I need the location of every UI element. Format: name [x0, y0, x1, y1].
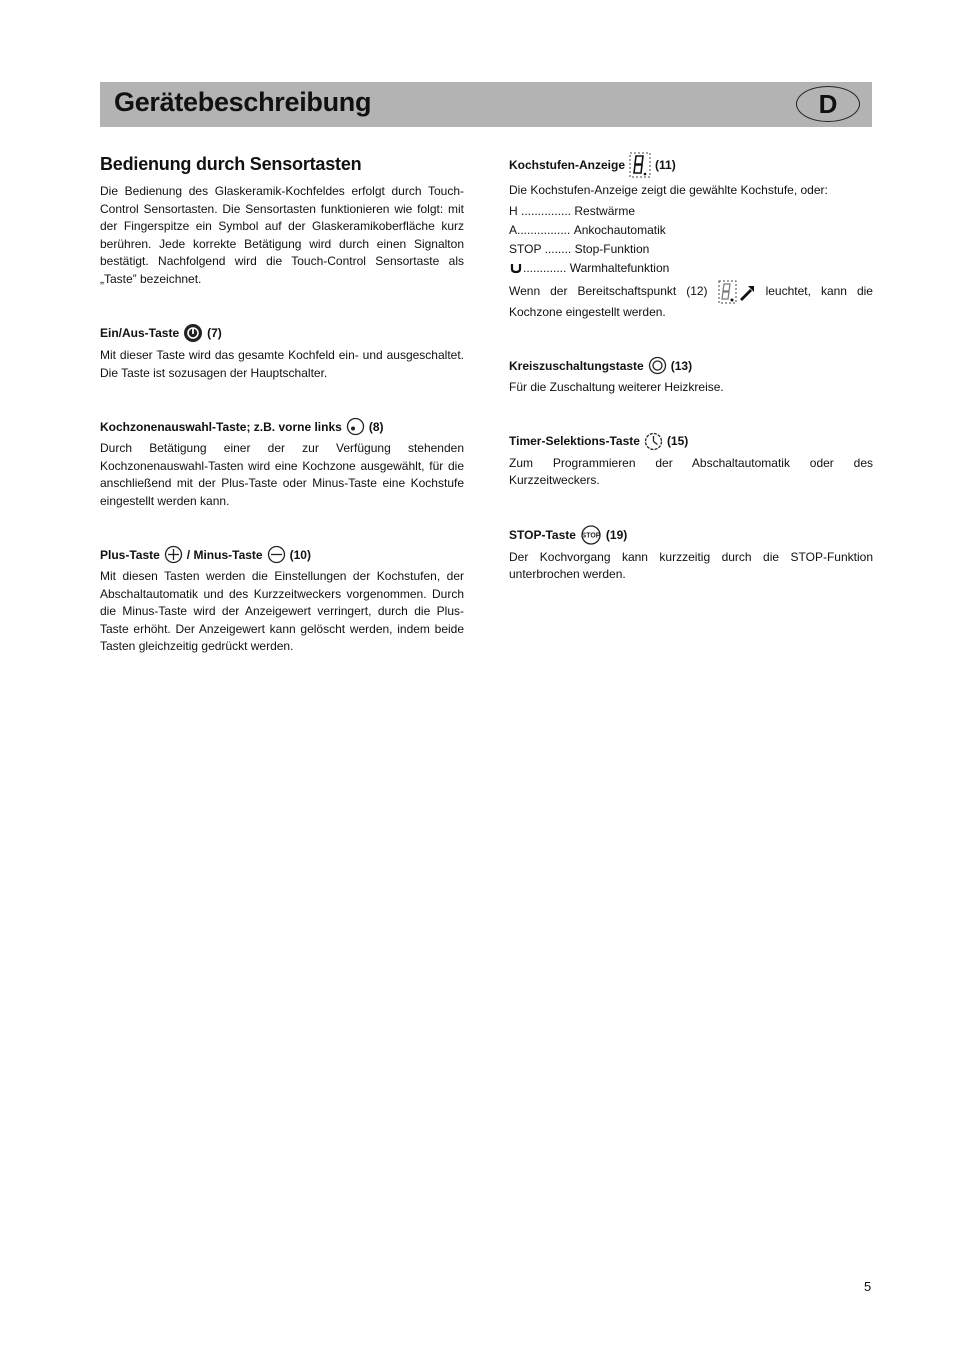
timer-label: Timer-Selektions-Taste	[509, 434, 640, 448]
header-bar	[100, 82, 872, 127]
minus-label: / Minus-Taste	[186, 547, 263, 562]
timer-icon	[644, 432, 663, 451]
page-number: 5	[864, 1279, 872, 1294]
stop-text: Der Kochvorgang kann kurzzeitig durch die STOP-Funktion unterbrochen werden.	[509, 549, 873, 581]
timer-heading	[509, 432, 873, 451]
onoff-label: Ein/Aus-Taste	[100, 326, 180, 340]
zone-heading	[100, 417, 464, 436]
zone-ref: (8)	[368, 419, 384, 434]
circuit-text: Für die Zuschaltung weiterer Heizkreise.	[509, 380, 724, 394]
stop-ref: (19)	[605, 527, 628, 542]
circuit-label: Kreiszuschaltungstaste	[509, 358, 644, 373]
plusminus-heading	[100, 545, 464, 564]
timer-text: Zum Programmieren der Abschaltautomatik oder des Kurzzeitweckers.	[509, 455, 873, 487]
circuit-ref: (13)	[670, 358, 693, 373]
circuit-heading	[509, 356, 873, 375]
timer-ref: (15)	[666, 434, 689, 448]
zone-label: Kochzonenauswahl-Taste; z.B. vorne links	[100, 419, 342, 434]
svg-text:STOP: STOP	[581, 532, 601, 539]
zone-text: Durch Betätigung einer der zur Verfügung stehenden Kochzonenauswahl-Tasten wird eine Kochzone ausgewählt, für die anschließend mit der Plus-Taste oder Minus-Taste eine Kochstufe eingestellt werden kann.	[100, 441, 464, 508]
onoff-text: Mit dieser Taste wird das gesamte Kochfeld ein- und ausgeschaltet. Die Taste ist sozusagen der Hauptschalter.	[100, 348, 464, 380]
plusminus-text: Mit diesen Tasten werden die Einstellungen der Kochstufen, der Abschaltautomatik und des Kurzzeitweckers vorgenommen. Durch die Minus-Taste wird der Anzeigewert verringert, durch die Plus-Taste erhöht. Der Anzeigewert kann gelöscht werden, indem beide Tasten gleichzeitig gedrückt werden.	[100, 569, 464, 653]
minus-icon	[267, 545, 286, 564]
display-label: Kochstufen-Anzeige	[509, 158, 626, 172]
dual-circuit-icon	[648, 356, 667, 375]
onoff-ref: (7)	[207, 326, 222, 340]
section-title: Bedienung durch Sensortasten	[100, 154, 362, 174]
standby-dot-icon	[718, 280, 756, 304]
legend-item: ............. Warmhaltefunktion	[509, 259, 873, 278]
legend-item: H ............... Restwärme	[509, 203, 636, 218]
stop-icon	[580, 525, 602, 545]
stop-label: STOP-Taste	[509, 527, 576, 542]
plusminus-ref: (10)	[289, 547, 311, 562]
stop-heading	[509, 525, 873, 545]
display-heading	[509, 152, 873, 178]
display-text: Die Kochstufen-Anzeige zeigt die gewählte Kochstufe, oder:	[509, 183, 828, 197]
legend-item: STOP ........ Stop-Funktion	[509, 241, 650, 256]
right-column	[509, 150, 873, 584]
intro-paragraph: Die Bedienung des Glaskeramik-Kochfeldes erfolgt durch Touch-Control Sensortasten. Die Sensortasten funktionieren wie folgt: mit der Fingerspitze ein Symbol auf der Glaskeramikoberfläche kurz berühren. Jede korrekte Betätigung wird durch einen Signalton bestätigt. Nachfolgend wird die Touch-Control Sensortaste als „Taste” bezeichnet.	[100, 184, 464, 286]
legend-item: A................ Ankochautomatik	[509, 222, 666, 237]
standby-text: Wenn der Bereitschaftspunkt (12) leuchtet, kann die Kochzone eingestellt werden.	[509, 280, 873, 322]
keep-warm-icon	[509, 262, 523, 274]
page-title: Gerätebeschreibung	[114, 87, 372, 117]
zone-select-icon	[346, 417, 365, 436]
seven-segment-display-icon	[629, 152, 651, 178]
plus-label: Plus-Taste	[100, 547, 160, 562]
language-badge: D	[796, 86, 860, 122]
left-column	[100, 150, 464, 656]
plus-icon	[164, 545, 183, 564]
onoff-heading	[100, 323, 464, 343]
display-ref: (11)	[655, 158, 676, 172]
power-button-icon	[183, 323, 203, 343]
